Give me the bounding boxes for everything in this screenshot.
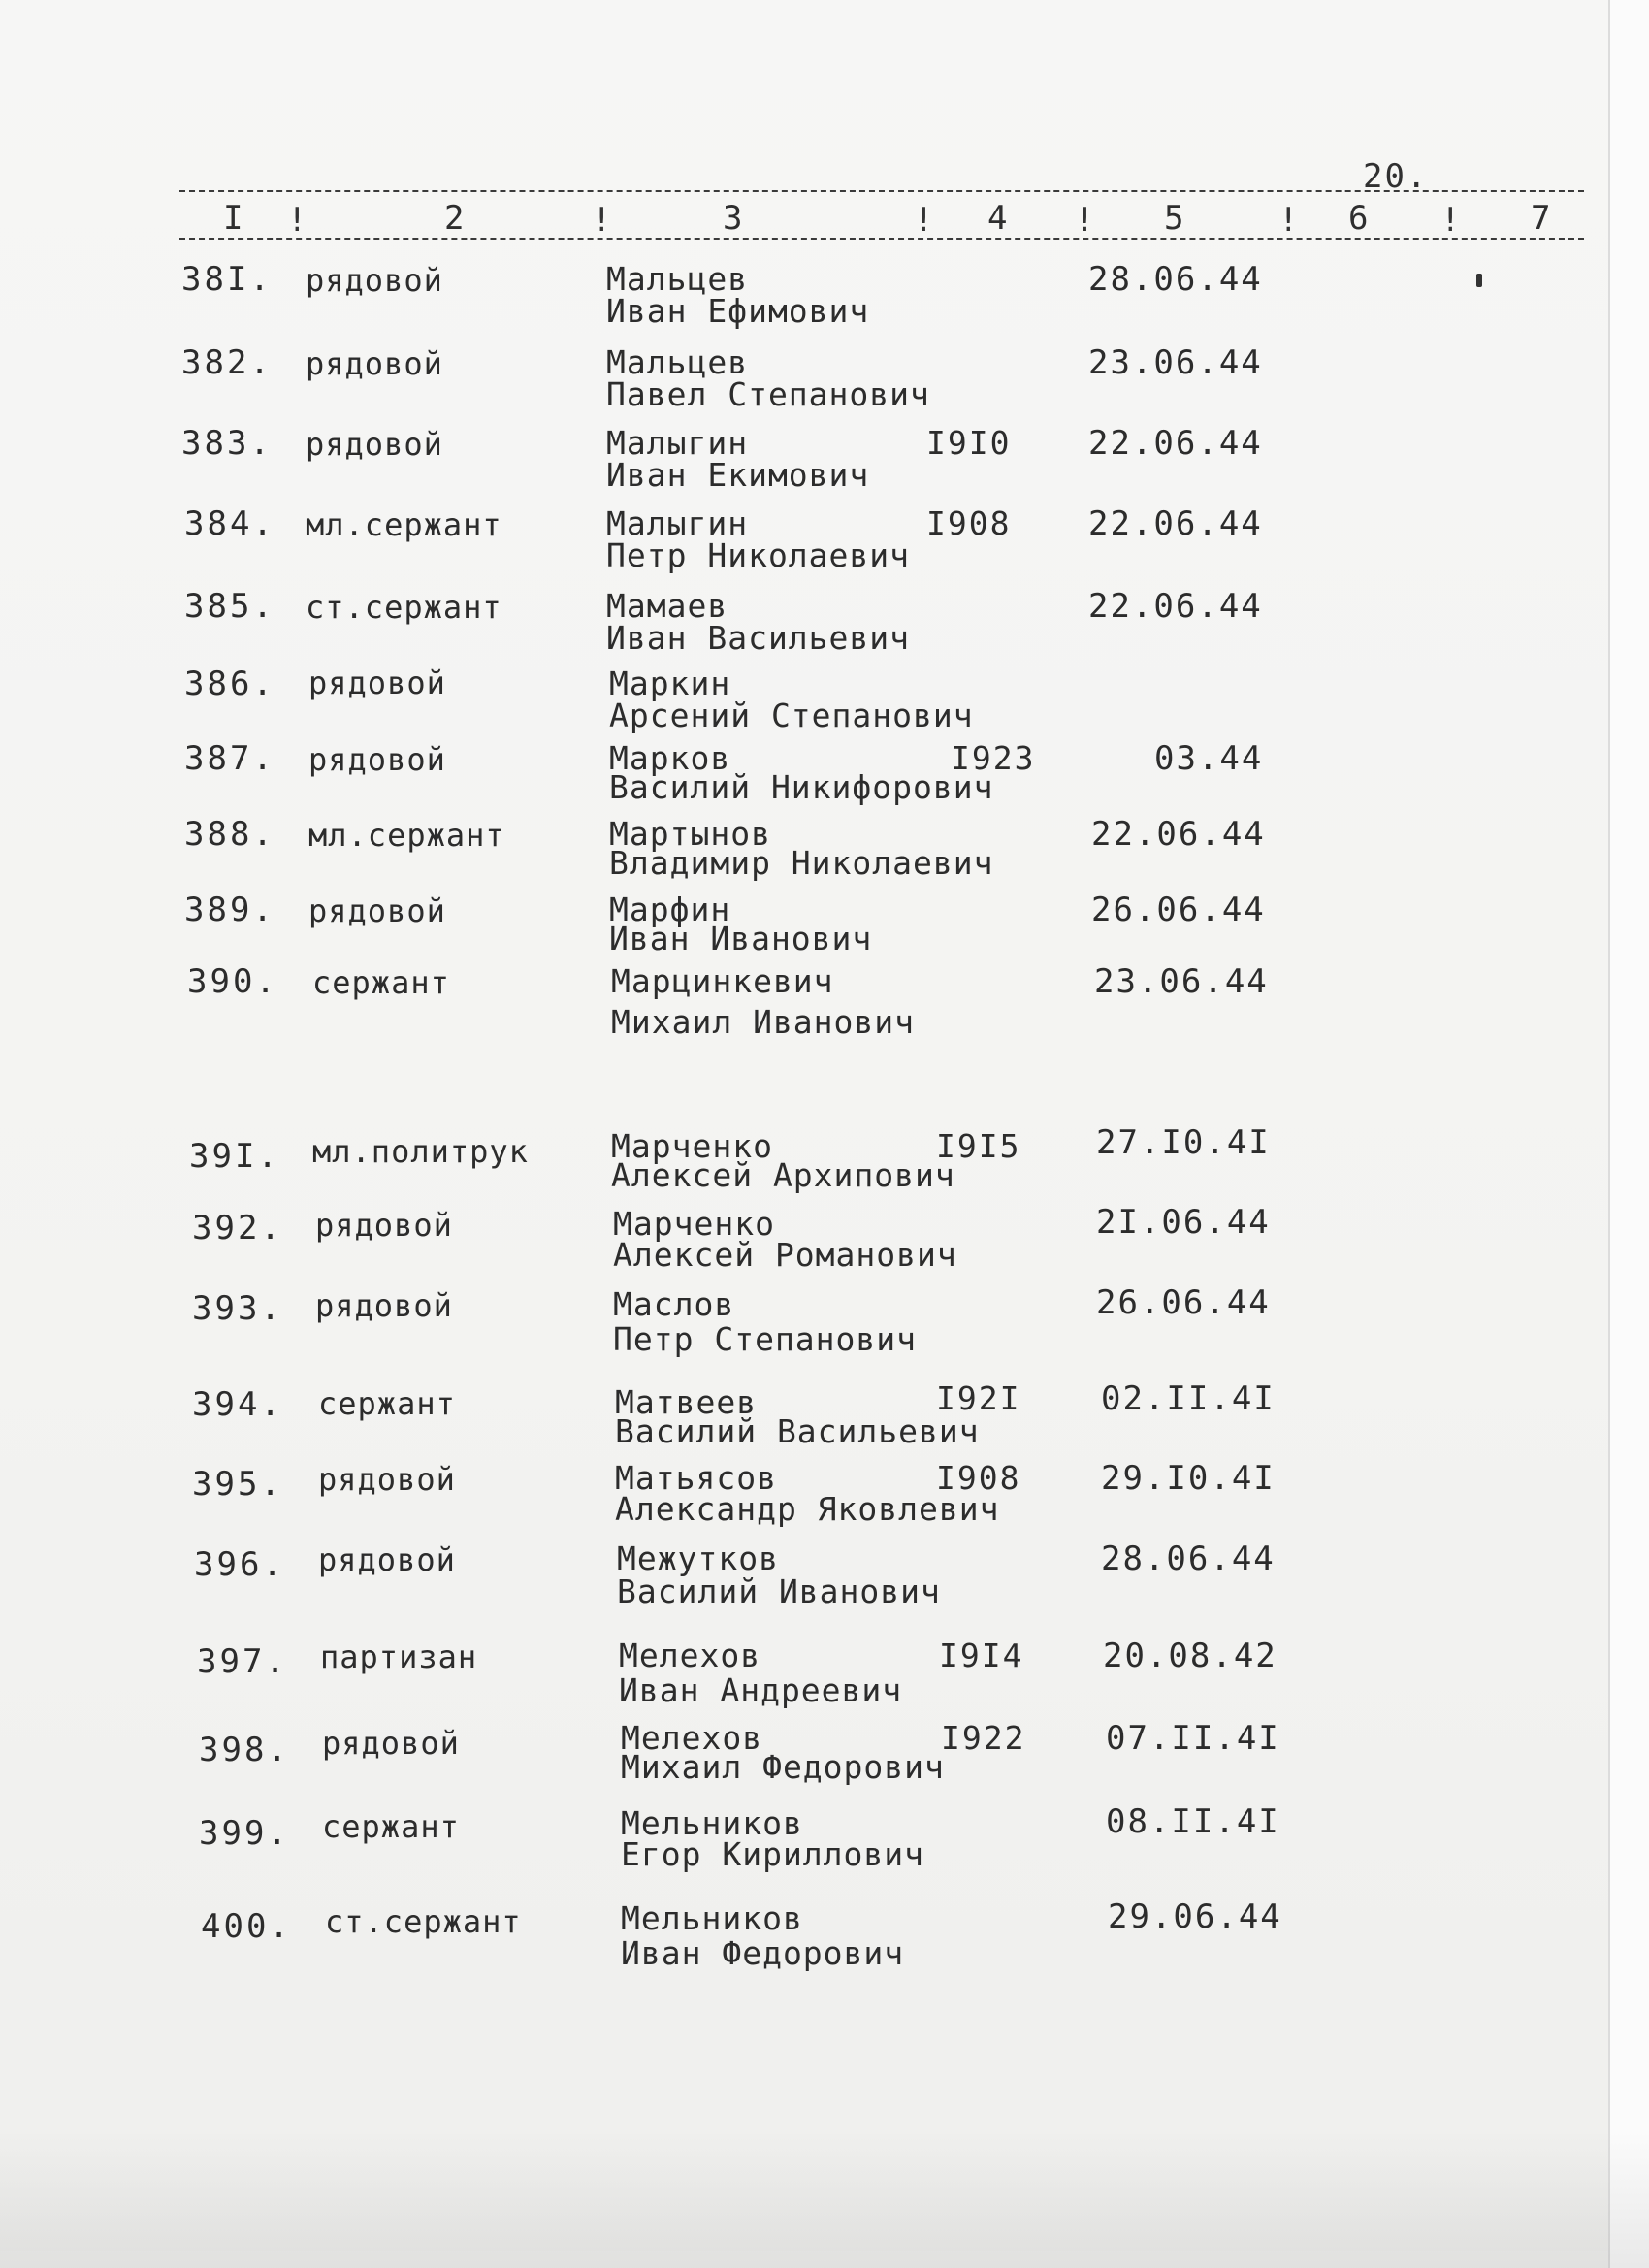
column-header-4: 4 <box>987 199 1008 238</box>
record-given-name: Алексей Архипович <box>611 1156 955 1194</box>
record-date: 22.06.44 <box>1091 815 1266 854</box>
record-given-name: Александр Яковлевич <box>615 1490 1000 1528</box>
record-row <box>0 424 1610 502</box>
record-date: 22.06.44 <box>1088 504 1263 543</box>
record-rank: рядовой <box>306 426 443 463</box>
column-header-5: 5 <box>1164 199 1184 238</box>
record-row <box>0 1719 1610 1797</box>
record-date: 29.06.44 <box>1108 1897 1282 1936</box>
record-surname: Марченко <box>613 1205 775 1243</box>
record-given-name: Павел Степанович <box>606 375 930 413</box>
record-given-name: Алексей Романович <box>613 1236 957 1274</box>
record-row <box>0 815 1610 892</box>
column-separator: ! <box>1278 201 1299 240</box>
record-given-name: Иван Андреевич <box>619 1671 903 1709</box>
record-row <box>0 1123 1610 1205</box>
record-row <box>0 1802 1610 1880</box>
record-given-name: Иван Екимович <box>606 456 870 494</box>
record-number: 39I. <box>189 1137 280 1176</box>
record-number: 38I. <box>181 260 273 299</box>
record-row <box>0 343 1610 421</box>
record-birth-year: I9I5 <box>936 1127 1021 1165</box>
record-number: 392. <box>192 1209 283 1247</box>
column-header-7: 7 <box>1531 199 1551 238</box>
record-surname: Мелехов <box>621 1719 763 1757</box>
record-rank: ст.сержант <box>306 589 502 626</box>
record-number: 388. <box>184 815 275 854</box>
record-row <box>0 1459 1610 1537</box>
record-rank: мл.политрук <box>312 1133 529 1170</box>
record-surname: Мальцев <box>606 343 749 381</box>
record-birth-year: I922 <box>941 1719 1026 1757</box>
record-given-name: Петр Николаевич <box>606 536 911 574</box>
record-given-name: Петр Степанович <box>613 1320 918 1358</box>
record-date: 26.06.44 <box>1096 1283 1271 1322</box>
record-given-name: Михаил Федорович <box>621 1748 945 1786</box>
record-row <box>0 1897 1610 1975</box>
record-surname: Маркин <box>609 664 731 702</box>
record-number: 382. <box>181 343 273 382</box>
record-rank: рядовой <box>322 1725 460 1762</box>
record-surname: Марфин <box>609 891 731 928</box>
column-header-3: 3 <box>723 199 743 238</box>
column-header-1: I <box>223 199 243 238</box>
record-given-name: Михаил Иванович <box>611 1003 916 1041</box>
column-separator: ! <box>287 201 307 240</box>
record-surname: Мельников <box>621 1804 803 1842</box>
record-rank: рядовой <box>308 741 446 778</box>
record-date: 28.06.44 <box>1101 1539 1276 1578</box>
header-rule-top <box>179 190 1584 192</box>
record-birth-year: I9I0 <box>926 424 1012 462</box>
record-row <box>0 1539 1610 1617</box>
record-number: 394. <box>192 1385 283 1424</box>
column-separator: ! <box>592 201 612 240</box>
record-surname: Мельников <box>621 1899 803 1937</box>
record-surname: Мальцев <box>606 260 749 298</box>
record-given-name: Арсений Степанович <box>609 697 974 734</box>
record-date: 23.06.44 <box>1088 343 1263 382</box>
record-surname: Мамаев <box>606 587 728 625</box>
record-given-name: Иван Федорович <box>621 1934 905 1972</box>
record-rank: рядовой <box>306 345 443 382</box>
record-date: 07.II.4I <box>1106 1719 1280 1758</box>
record-rank: мл.сержант <box>306 506 502 543</box>
column-separator: ! <box>1075 201 1095 240</box>
record-row <box>0 1205 1610 1282</box>
record-surname: Марков <box>609 739 731 777</box>
record-rank: сержант <box>312 964 450 1001</box>
record-row <box>0 664 1610 742</box>
record-date: 08.II.4I <box>1106 1802 1280 1841</box>
record-surname: Марченко <box>611 1127 773 1165</box>
record-birth-year: I908 <box>926 504 1012 542</box>
record-surname: Матвеев <box>615 1383 758 1421</box>
record-rank: сержант <box>322 1808 460 1845</box>
record-rank: рядовой <box>308 892 446 929</box>
record-surname: Марцинкевич <box>611 962 834 1000</box>
record-number: 389. <box>184 891 275 929</box>
record-surname: Маслов <box>613 1285 735 1323</box>
record-given-name: Иван Васильевич <box>606 619 911 657</box>
record-row <box>0 739 1610 817</box>
record-surname: Малыгин <box>606 504 749 542</box>
record-rank: рядовой <box>306 262 443 299</box>
record-number: 400. <box>201 1907 292 1946</box>
record-given-name: Владимир Николаевич <box>609 844 994 882</box>
column-separator: ! <box>1440 201 1461 240</box>
record-rank: рядовой <box>315 1287 453 1324</box>
record-number: 398. <box>199 1731 290 1769</box>
record-row <box>0 260 1610 338</box>
record-rank: рядовой <box>315 1207 453 1244</box>
record-number: 390. <box>187 962 278 1001</box>
record-number: 387. <box>184 739 275 778</box>
record-surname: Матьясов <box>615 1459 777 1497</box>
record-surname: Малыгин <box>606 424 749 462</box>
record-rank: рядовой <box>318 1541 456 1578</box>
column-separator: ! <box>914 201 934 240</box>
record-rank: сержант <box>318 1385 456 1422</box>
record-date: 27.I0.4I <box>1096 1123 1271 1162</box>
record-number: 396. <box>194 1545 285 1584</box>
record-row <box>0 891 1610 968</box>
record-rank: рядовой <box>308 664 446 701</box>
header-rule-bottom <box>179 238 1584 240</box>
record-given-name: Василий Васильевич <box>615 1412 980 1450</box>
record-rank: ст.сержант <box>325 1903 522 1940</box>
record-number: 385. <box>184 587 275 626</box>
column-header-6: 6 <box>1348 199 1369 238</box>
record-birth-year: I9I4 <box>939 1636 1024 1674</box>
record-row <box>0 1379 1610 1457</box>
record-date: 20.08.42 <box>1103 1636 1277 1675</box>
scan-edge <box>1608 0 1649 2268</box>
record-surname: Межутков <box>617 1539 779 1577</box>
record-date: 29.I0.4I <box>1101 1459 1276 1498</box>
record-date: 28.06.44 <box>1088 260 1263 299</box>
page-number: 20. <box>1363 157 1429 196</box>
record-number: 383. <box>181 424 273 463</box>
record-birth-year: I92I <box>936 1379 1021 1417</box>
record-number: 399. <box>199 1814 290 1853</box>
column-header-2: 2 <box>444 199 465 238</box>
record-surname: Мартынов <box>609 815 771 853</box>
record-given-name: Егор Кириллович <box>621 1835 925 1873</box>
record-given-name: Иван Ефимович <box>606 292 870 330</box>
record-birth-year: I908 <box>936 1459 1021 1497</box>
record-number: 397. <box>197 1642 288 1681</box>
record-number: 386. <box>184 664 275 703</box>
record-number: 384. <box>184 504 275 543</box>
record-date: 02.II.4I <box>1101 1379 1276 1418</box>
record-number: 393. <box>192 1289 283 1328</box>
record-given-name: Василий Никифорович <box>609 768 994 806</box>
record-date: 2I.06.44 <box>1096 1203 1271 1242</box>
record-birth-year: I923 <box>951 739 1036 777</box>
record-date: 03.44 <box>1154 739 1264 778</box>
record-row <box>0 504 1610 582</box>
scan-shadow <box>0 2132 1649 2268</box>
record-date: 22.06.44 <box>1088 587 1263 626</box>
record-rank: партизан <box>320 1638 478 1675</box>
record-rank: рядовой <box>318 1461 456 1498</box>
record-given-name: Василий Иванович <box>617 1572 941 1610</box>
record-date: 22.06.44 <box>1088 424 1263 463</box>
record-surname: Мелехов <box>619 1636 761 1674</box>
record-row <box>0 1285 1610 1363</box>
record-date: 26.06.44 <box>1091 891 1266 929</box>
record-row <box>0 962 1610 1040</box>
record-row <box>0 587 1610 664</box>
record-given-name: Иван Иванович <box>609 920 873 957</box>
record-row <box>0 1636 1610 1714</box>
record-date: 23.06.44 <box>1094 962 1269 1001</box>
record-rank: мл.сержант <box>308 817 505 854</box>
record-number: 395. <box>192 1465 283 1504</box>
